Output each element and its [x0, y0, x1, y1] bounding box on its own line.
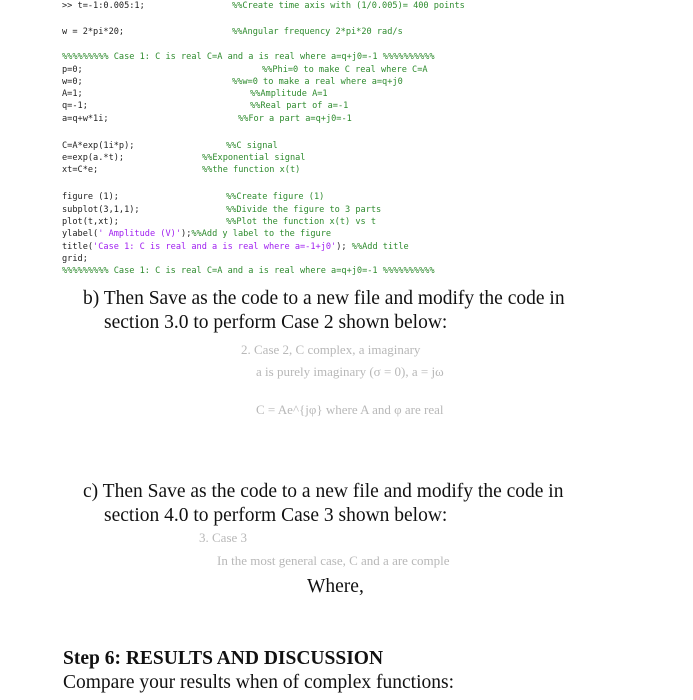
title-func: title( [62, 242, 94, 252]
code-comment-phi: %%Phi=0 to make C real where C=A [262, 65, 428, 75]
code-comment-title: %%Add title [351, 242, 409, 252]
code-banner-case1-bottom: %%%%%%%%% Case 1: C is real C=A and a is real where a=q+j0=-1 %%%%%%%%%% [62, 266, 435, 276]
code-line-w: w=0; [62, 77, 83, 87]
code-line-exp: e=exp(a.*t); [62, 153, 125, 163]
step6-heading: Step 6: RESULTS AND DISCUSSION [63, 648, 384, 669]
code-line-grid: grid; [62, 254, 88, 264]
case2-formula: C = Ae^{jφ} where A and φ are real [256, 402, 444, 417]
title-string: 'Case 1: C is real and a is real where a=-1+j0' [93, 242, 337, 252]
code-line-time-axis: >> t=-1:0.005:1; [62, 1, 145, 11]
code-line-subplot: subplot(3,1,1); [62, 205, 140, 215]
case2-title: 2. Case 2, C complex, a imaginary [241, 342, 421, 357]
instruction-c-line1: c) Then Save as the code to a new file and modify the code in [83, 481, 564, 502]
code-comment-a: %%For a part a=q+j0=-1 [238, 114, 352, 124]
code-line-ylabel [62, 229, 331, 240]
instruction-c-line2: section 4.0 to perform Case 3 shown below: [104, 505, 448, 526]
code-comment-plot: %%Plot the function x(t) vs t [226, 217, 377, 227]
code-line-plot: plot(t,xt); [62, 217, 119, 227]
code-line-C: C=A*exp(1i*p); [62, 141, 135, 151]
case3-detail: In the most general case, C and a are comple [217, 553, 450, 568]
step6-text: Compare your results when of complex functions: [63, 672, 454, 693]
code-line-xt: xt=C*e; [62, 165, 99, 175]
code-line-figure: figure (1); [62, 192, 119, 202]
code-comment-q: %%Real part of a=-1 [250, 101, 349, 111]
code-comment-angular-freq: %%Angular frequency 2*pi*20 rad/s [232, 27, 403, 37]
code-comment-w: %%w=0 to make a real where a=q+j0 [232, 77, 403, 87]
instruction-b-line2: section 3.0 to perform Case 2 shown below: [104, 312, 448, 333]
ylabel-string: ' Amplitude (V)' [98, 229, 182, 239]
code-comment-C: %%C signal [226, 141, 278, 151]
code-line-amplitude: A=1; [62, 89, 83, 99]
code-line-angular-freq: w = 2*pi*20; [62, 27, 125, 37]
case2-detail: a is purely imaginary (σ = 0), a = jω [256, 364, 444, 379]
code-comment-exp: %%Exponential signal [202, 153, 306, 163]
code-comment-xt: %%the function x(t) [202, 165, 301, 175]
code-comment-ylabel: %%Add y label to the figure [191, 229, 332, 239]
where-label: Where, [307, 576, 364, 597]
title-close: ); [336, 242, 352, 252]
case3-title: 3. Case 3 [199, 530, 248, 545]
code-line-q: q=-1; [62, 101, 88, 111]
code-banner-case1-top: %%%%%%%%% Case 1: C is real C=A and a is real where a=q+j0=-1 %%%%%%%%%% [62, 52, 435, 62]
code-line-phi: p=0; [62, 65, 83, 75]
code-line-title [62, 242, 409, 253]
code-comment-amplitude: %%Amplitude A=1 [250, 89, 328, 99]
ylabel-func: ylabel( [62, 229, 99, 239]
instruction-b-line1: b) Then Save as the code to a new file and modify the code in [83, 288, 565, 309]
ylabel-close: ); [181, 229, 192, 239]
code-comment-time-axis: %%Create time axis with (1/0.005)= 400 points [232, 1, 465, 11]
code-comment-subplot: %%Divide the figure to 3 parts [226, 205, 382, 215]
code-comment-figure: %%Create figure (1) [226, 192, 325, 202]
code-line-a: a=q+w*1i; [62, 114, 109, 124]
